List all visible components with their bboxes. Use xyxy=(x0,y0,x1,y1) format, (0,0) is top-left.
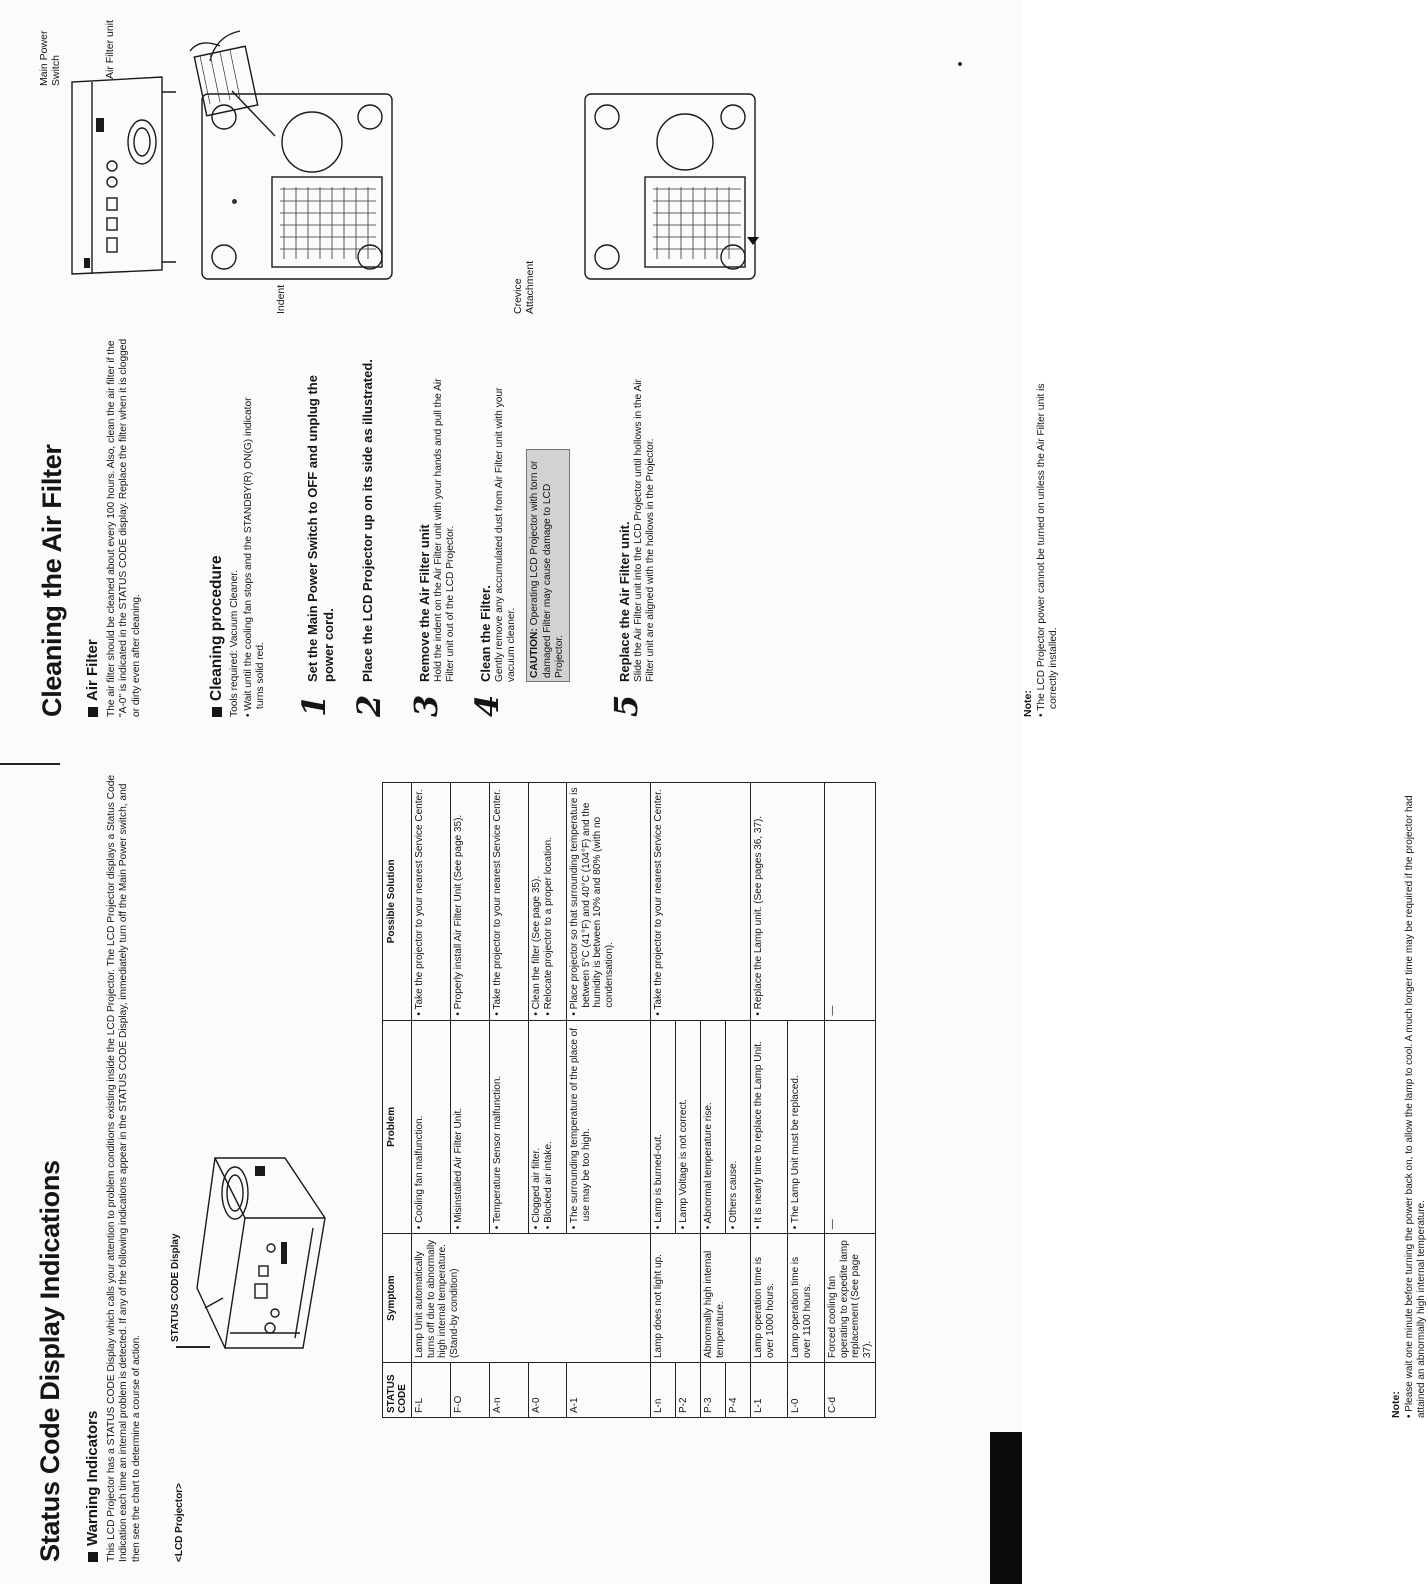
step-text: Hold the indent on the Air Filter unit with your hands and pull the Air Filter unit out of the LCD Projector. xyxy=(432,378,456,682)
col-header-symptom: Symptom xyxy=(383,1234,412,1363)
status-code: A-0 xyxy=(529,1363,567,1418)
step-1 xyxy=(295,357,336,717)
note-heading: Note: xyxy=(1022,690,1034,717)
step-heading: Replace the Air Filter unit. xyxy=(617,521,632,682)
status-code: F-L xyxy=(412,1363,451,1418)
solution-cell: • Clean the filter (See page 35). • Relocate projector to a proper location. xyxy=(529,783,567,1021)
problem-cell: • Misinstalled Air Filter Unit. xyxy=(451,1020,490,1234)
problem-text: The Lamp Unit must be replaced. xyxy=(790,1075,801,1224)
tools-required: Tools required: Vacuum Cleaner. xyxy=(229,569,240,717)
symptom-cell: Lamp operation time is over 1100 hours. xyxy=(788,1234,825,1363)
problem-cell: • Clogged air filter. • Blocked air intake. xyxy=(529,1020,567,1234)
problem-cell: • Others cause. xyxy=(726,1020,751,1234)
solution-text: Properly install Air Filter Unit (See page 35). xyxy=(453,814,464,1010)
symptom-cell: Forced cooling fan operating to expedite lamp replacement (See page 37). xyxy=(825,1234,876,1363)
problem-text: Others cause. xyxy=(728,1160,739,1223)
problem-text: Cooling fan malfunction. xyxy=(414,1115,425,1223)
problem-cell: • It is nearly time to replace the Lamp Unit. xyxy=(751,1020,788,1234)
square-bullet-icon xyxy=(88,1552,98,1562)
step-number: 5 xyxy=(607,694,645,717)
note-heading: Note: xyxy=(1390,1391,1402,1418)
status-code: F-O xyxy=(451,1363,490,1418)
section-heading-air-filter xyxy=(84,639,101,717)
note-text: • Please wait one minute before turning the power back on, to allow the lamp to cool. A much longer time may be required if the projector had attained an abnormally high internal temperature. xyxy=(1404,795,1427,1418)
status-code: L-n xyxy=(651,1363,676,1418)
problem-cell: • Abnormal temperature rise. xyxy=(701,1020,726,1234)
page-fold xyxy=(0,763,60,765)
problem-cell: • Lamp is burned-out. xyxy=(651,1020,676,1234)
problem-cell: • Lamp Voltage is not correct. xyxy=(676,1020,701,1234)
step-3 xyxy=(407,357,457,717)
symptom-cell: Lamp does not light up. xyxy=(651,1234,701,1363)
problem-cell: • The surrounding temperature of the place of use may be too high. xyxy=(567,1020,651,1234)
page-title: Status Code Display Indications xyxy=(35,1160,65,1562)
status-code-table xyxy=(382,782,876,1418)
solution-cell: • Take the projector to your nearest Service Center. xyxy=(412,783,451,1021)
problem-cell: • Cooling fan malfunction. xyxy=(412,1020,451,1234)
step-heading: Place the LCD Projector up on its side as illustrated. xyxy=(360,359,375,682)
page-title: Cleaning the Air Filter xyxy=(37,444,67,717)
step-number: 4 xyxy=(468,694,506,717)
table-row xyxy=(651,783,676,1418)
table-header-row xyxy=(383,783,412,1418)
projector-side-illustration xyxy=(52,72,182,282)
step-text: Slide the Air Filter unit into the LCD Projector until hollows in the Air Filter unit are aligned with the hollows in the Projector. xyxy=(632,379,656,682)
filter-replace-illustration xyxy=(575,87,765,287)
table-row xyxy=(412,783,451,1418)
callout-status-code: STATUS CODE Display xyxy=(170,1233,181,1342)
label-crevice-attachment: Crevice Attachment xyxy=(512,260,536,314)
symptom-cell: Lamp operation time is over 1000 hours. xyxy=(751,1234,788,1363)
step-4 xyxy=(468,357,570,717)
intro-paragraph: This LCD Projector has a STATUS CODE Display which calls your attention to problem conditions existing inside the LCD Projector. The LCD Projector displays a Status Code Indication each time an internal problem is detected. If any of the following indications appear in the STATUS CODE Display, immediately turn off the Main Power switch, and then see the chart to determine a course of action. xyxy=(106,774,142,1562)
section-heading-text: Warning Indicators xyxy=(84,1410,101,1546)
binding-shadow xyxy=(990,1432,1022,1584)
table-row xyxy=(751,783,788,1418)
caution-heading: CAUTION: xyxy=(529,628,541,678)
solution-text: Replace the Lamp unit. (See pages 36, 37). xyxy=(753,815,764,1010)
symptom-cell: Abnormally high internal temperature. xyxy=(701,1234,751,1363)
square-bullet-icon xyxy=(212,707,222,717)
table-row xyxy=(825,783,876,1418)
figure-label: <LCD Projector> xyxy=(174,1483,185,1562)
solution-cell: • Take the projector to your nearest Service Center. xyxy=(490,783,529,1021)
step-number: 2 xyxy=(350,694,388,717)
section-heading-text: Cleaning procedure xyxy=(208,555,225,701)
status-code: P-3 xyxy=(701,1363,726,1418)
problem-text: Temperature Sensor malfunction. xyxy=(492,1075,503,1224)
problem-text: It is nearly time to replace the Lamp Unit. xyxy=(753,1041,764,1223)
status-code: P-4 xyxy=(726,1363,751,1418)
problem-text: Abnormal temperature rise. xyxy=(703,1102,714,1224)
status-code: P-2 xyxy=(676,1363,701,1418)
col-header-solution: Possible Solution xyxy=(383,783,412,1021)
section-heading-text: Air Filter xyxy=(84,639,101,701)
label-air-filter-unit: Air Filter unit xyxy=(104,20,116,79)
caution-text: Operating LCD Projector with torn or damaged Filter may cause damage to LCD Projector. xyxy=(529,460,566,678)
wait-instruction: • Wait until the cooling fan stops and the STANDBY(R) ON(G) indicator turns solid red. xyxy=(243,397,267,717)
step-2 xyxy=(350,357,388,717)
problem-cell: • The Lamp Unit must be replaced. xyxy=(788,1020,825,1234)
vacuum-cleaning-illustration xyxy=(180,26,280,146)
status-code: C-d xyxy=(825,1363,876,1418)
problem-text: Lamp is burned-out. xyxy=(653,1133,664,1223)
step-number: 1 xyxy=(295,694,333,717)
col-header-code: STATUS CODE xyxy=(383,1363,412,1418)
solution-text: Relocate projector to a proper location. xyxy=(542,836,554,1010)
step-heading: Clean the Filter. xyxy=(478,585,493,682)
scan-speck xyxy=(958,62,962,66)
problem-text: Lamp Voltage is not correct. xyxy=(678,1098,689,1223)
symptom-cell: Lamp Unit automatically turns off due to abnormally high internal temperature. (Stand-by condition) xyxy=(412,1234,651,1363)
solution-cell: • Take the projector to your nearest Service Center. xyxy=(651,783,751,1021)
solution-cell: — xyxy=(825,783,876,1021)
status-code: A-1 xyxy=(567,1363,651,1418)
problem-text: Misinstalled Air Filter Unit. xyxy=(453,1107,464,1223)
problem-cell: • Temperature Sensor malfunction. xyxy=(490,1020,529,1234)
problem-cell: — xyxy=(825,1020,876,1234)
status-code: L-0 xyxy=(788,1363,825,1418)
solution-cell: • Replace the Lamp unit. (See pages 36, 37). xyxy=(751,783,825,1021)
step-5 xyxy=(607,357,657,717)
square-bullet-icon xyxy=(88,707,98,717)
problem-text: The surrounding temperature of the place of use may be too high. xyxy=(569,1027,592,1224)
step-number: 3 xyxy=(407,694,445,717)
solution-cell: • Properly install Air Filter Unit (See page 35). xyxy=(451,783,490,1021)
step-heading: Remove the Air Filter unit xyxy=(417,524,432,682)
solution-text: Take the projector to your nearest Service Center. xyxy=(653,789,664,1010)
projector-illustration xyxy=(175,1148,338,1358)
caution-box xyxy=(526,449,569,682)
solution-text: Clean the filter (See page 35). xyxy=(531,875,542,1010)
problem-text: Clogged air filter. xyxy=(531,1147,542,1223)
solution-text: Take the projector to your nearest Service Center. xyxy=(492,789,503,1010)
problem-text: Blocked air intake. xyxy=(542,1141,554,1223)
status-code: L-1 xyxy=(751,1363,788,1418)
note-body: Please wait one minute before turning the power back on, to allow the lamp to cool. A much longer time may be required if the projector had attained an abnormally high internal temperature. xyxy=(1404,795,1427,1418)
note-text: • The LCD Projector power cannot be turned on unless the Air Filter unit is correctly installed. xyxy=(1036,383,1060,717)
air-filter-paragraph: The air filter should be cleaned about every 100 hours. Also, clean the air filter if the "A-0" is indicated in the STATUS CODE display. Replace the filter when it is clogged or dirty even after cleaning. xyxy=(106,338,142,717)
solution-text: Take the projector to your nearest Service Center. xyxy=(414,789,425,1010)
step-heading: Set the Main Power Switch to OFF and unplug the power cord. xyxy=(305,375,336,682)
label-main-power-switch: Main Power Switch xyxy=(38,30,62,86)
section-heading-warning xyxy=(84,1411,101,1562)
section-heading-procedure xyxy=(208,555,226,717)
status-code: A-n xyxy=(490,1363,529,1418)
col-header-problem: Problem xyxy=(383,1020,412,1234)
note-body: The LCD Projector power cannot be turned on unless the Air Filter unit is correctly installed. xyxy=(1036,383,1060,711)
solution-text: Place projector so that surrounding temperature is between 5°C (41°F) and 40°C (104°F) and the humidity is between 10% and 80% (with no condensation). xyxy=(569,787,615,1010)
solution-cell: • Place projector so that surrounding temperature is between 5°C (41°F) and 40°C (104°F) and the humidity is between 10% and 80% (with no condensation). xyxy=(567,783,651,1021)
label-indent: Indent xyxy=(275,284,287,314)
step-text: Gently remove any accumulated dust from Air Filter unit with your vacuum cleaner. xyxy=(493,387,517,682)
wait-text: Wait until the cooling fan stops and the STANDBY(R) ON(G) indicator turns solid red. xyxy=(243,397,267,711)
